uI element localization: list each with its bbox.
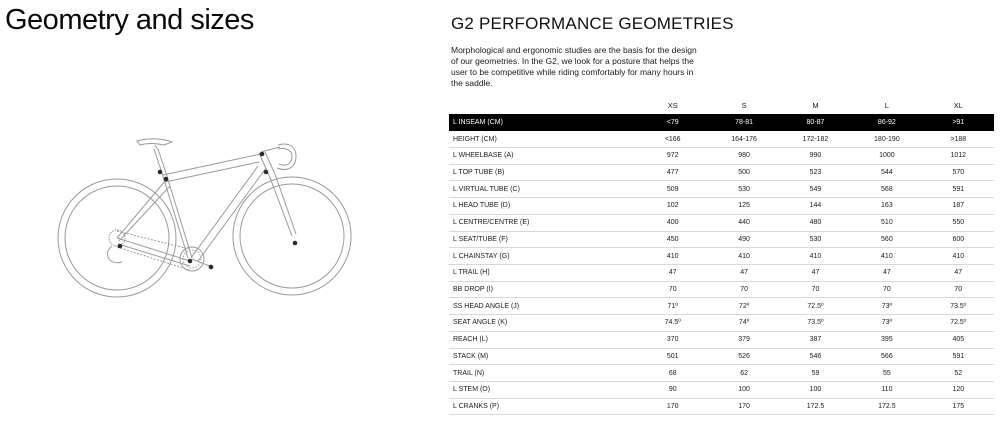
table-cell: 591 — [923, 348, 994, 365]
table-cell: 440 — [708, 214, 779, 231]
table-cell: 990 — [780, 147, 851, 164]
table-cell: 86-92 — [851, 114, 922, 131]
size-header-s: S — [741, 101, 747, 110]
size-header-xl: XL — [953, 101, 963, 110]
table-cell: 379 — [708, 331, 779, 348]
table-cell: 530 — [708, 181, 779, 198]
section-title: G2 PERFORMANCE GEOMETRIES — [451, 14, 734, 33]
table-cell: 477 — [637, 164, 708, 181]
row-label: L TRAIL (H) — [449, 264, 637, 281]
table-cell: 70 — [637, 281, 708, 298]
table-cell: 180-190 — [851, 131, 922, 148]
table-cell: 172.5 — [780, 398, 851, 415]
table-cell: <79 — [637, 114, 708, 131]
table-cell: 102 — [637, 198, 708, 215]
table-cell: 59 — [780, 365, 851, 382]
table-header-row — [449, 97, 994, 114]
table-row — [449, 365, 994, 382]
table-cell: 526 — [708, 348, 779, 365]
row-label: HEIGHT (CM) — [449, 131, 637, 148]
table-cell: 170 — [637, 398, 708, 415]
table-cell: 410 — [637, 248, 708, 265]
table-cell: 47 — [708, 264, 779, 281]
table-cell: <166 — [637, 131, 708, 148]
table-cell: 110 — [851, 382, 922, 399]
table-cell: 70 — [780, 281, 851, 298]
row-label: L STEM (O) — [449, 382, 637, 399]
intro-paragraph: Morphological and ergonomic studies are the basis for the design of our geometries. In the G2, we look for a posture that helps the user to be competitive while riding comfortably for many hours in the saddle. — [451, 45, 697, 88]
table-cell: 144 — [780, 198, 851, 215]
table-cell: 72.5º — [923, 315, 994, 332]
table-row — [449, 231, 994, 248]
table-cell: 600 — [923, 231, 994, 248]
table-cell: 410 — [851, 248, 922, 265]
table-row — [449, 198, 994, 215]
row-label: L HEAD TUBE (D) — [449, 198, 637, 215]
table-cell: 549 — [780, 181, 851, 198]
row-label: L VIRTUAL TUBE (C) — [449, 181, 637, 198]
table-cell: 170 — [708, 398, 779, 415]
table-row — [449, 131, 994, 148]
table-cell: 172-182 — [780, 131, 851, 148]
row-label: L TOP TUBE (B) — [449, 164, 637, 181]
row-label: L SEAT/TUBE (F) — [449, 231, 637, 248]
geometry-table — [449, 97, 994, 415]
size-header-xs: XS — [667, 101, 678, 110]
table-row — [449, 398, 994, 415]
table-cell: 972 — [637, 147, 708, 164]
table-cell: 100 — [780, 382, 851, 399]
row-label: STACK (M) — [449, 348, 637, 365]
table-cell: 1012 — [923, 147, 994, 164]
table-cell: 74.5º — [637, 315, 708, 332]
table-cell: 73.5º — [780, 315, 851, 332]
table-cell: 370 — [637, 331, 708, 348]
page-title: Geometry and sizes — [5, 4, 254, 36]
table-cell: 546 — [780, 348, 851, 365]
size-header-m: M — [812, 101, 819, 110]
table-cell: 410 — [708, 248, 779, 265]
table-cell: 405 — [923, 331, 994, 348]
table-cell: 47 — [637, 264, 708, 281]
table-cell: 560 — [851, 231, 922, 248]
table-cell: 501 — [637, 348, 708, 365]
row-label: REACH (L) — [449, 331, 637, 348]
table-cell: 400 — [637, 214, 708, 231]
table-row — [449, 214, 994, 231]
table-row — [449, 164, 994, 181]
table-cell: 70 — [708, 281, 779, 298]
table-row — [449, 348, 994, 365]
table-cell: 490 — [708, 231, 779, 248]
table-cell: 175 — [923, 398, 994, 415]
size-header-l: L — [884, 101, 889, 110]
table-row — [449, 315, 994, 332]
table-cell: 73º — [851, 298, 922, 315]
table-row — [449, 331, 994, 348]
table-cell: 523 — [780, 164, 851, 181]
row-label: BB DROP (I) — [449, 281, 637, 298]
table-cell: 591 — [923, 181, 994, 198]
table-cell: 73º — [851, 315, 922, 332]
table-cell: >91 — [923, 114, 994, 131]
table-cell: 395 — [851, 331, 922, 348]
table-cell: 570 — [923, 164, 994, 181]
table-cell: 120 — [923, 382, 994, 399]
table-cell: 480 — [780, 214, 851, 231]
table-cell: 73.5º — [923, 298, 994, 315]
table-cell: 187 — [923, 198, 994, 215]
table-cell: 70 — [923, 281, 994, 298]
table-cell: 47 — [780, 264, 851, 281]
table-row — [449, 264, 994, 281]
table-cell: >188 — [923, 131, 994, 148]
table-row — [449, 248, 994, 265]
table-cell: 550 — [923, 214, 994, 231]
table-cell: 47 — [851, 264, 922, 281]
table-cell: 410 — [780, 248, 851, 265]
row-label: L CHAINSTAY (G) — [449, 248, 637, 265]
table-cell: 164-176 — [708, 131, 779, 148]
row-label: L WHEELBASE (A) — [449, 147, 637, 164]
table-header-label — [449, 97, 637, 114]
table-cell: 410 — [923, 248, 994, 265]
table-row — [449, 181, 994, 198]
table-cell: 90 — [637, 382, 708, 399]
table-cell: 47 — [923, 264, 994, 281]
table-cell: 172.5 — [851, 398, 922, 415]
row-label: SS HEAD ANGLE (J) — [449, 298, 637, 315]
table-row — [449, 298, 994, 315]
table-row — [449, 382, 994, 399]
bicycle-frame-icon — [52, 128, 357, 306]
table-cell: 544 — [851, 164, 922, 181]
table-row — [449, 147, 994, 164]
table-cell: 72.5º — [780, 298, 851, 315]
table-cell: 72º — [708, 298, 779, 315]
row-label: TRAIL (N) — [449, 365, 637, 382]
table-cell: 80-87 — [780, 114, 851, 131]
table-cell: 530 — [780, 231, 851, 248]
table-cell: 68 — [637, 365, 708, 382]
table-body — [449, 114, 994, 415]
table-cell: 78-81 — [708, 114, 779, 131]
table-cell: 387 — [780, 331, 851, 348]
row-label: SEAT ANGLE (K) — [449, 315, 637, 332]
table-cell: 125 — [708, 198, 779, 215]
table-cell: 500 — [708, 164, 779, 181]
table-row — [449, 281, 994, 298]
table-cell: 70 — [851, 281, 922, 298]
row-label: L CENTRE/CENTRE (E) — [449, 214, 637, 231]
table-cell: 74º — [708, 315, 779, 332]
table-cell: 62 — [708, 365, 779, 382]
table-cell: 568 — [851, 181, 922, 198]
table-cell: 100 — [708, 382, 779, 399]
table-cell: 55 — [851, 365, 922, 382]
table-cell: 566 — [851, 348, 922, 365]
table-cell: 1000 — [851, 147, 922, 164]
table-cell: 980 — [708, 147, 779, 164]
table-cell: 163 — [851, 198, 922, 215]
table-cell: 509 — [637, 181, 708, 198]
table-row — [449, 114, 994, 131]
row-label: L INSEAM (CM) — [449, 114, 637, 131]
table-cell: 450 — [637, 231, 708, 248]
row-label: L CRANKS (P) — [449, 398, 637, 415]
table-cell: 52 — [923, 365, 994, 382]
table-cell: 71º — [637, 298, 708, 315]
table-cell: 510 — [851, 214, 922, 231]
